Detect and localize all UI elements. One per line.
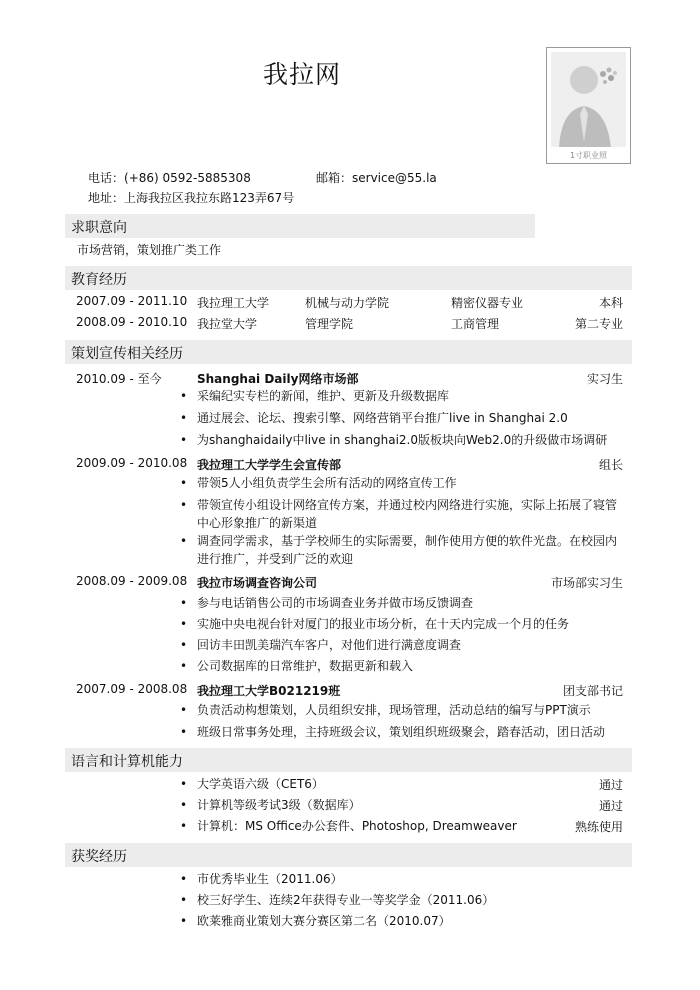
experience-bullet: 带领5人小组负责学生会所有活动的网络宣传工作 <box>197 476 457 490</box>
phone-value: (+86) 0592-5885308 <box>124 171 251 185</box>
experience-org: 我拉理工大学学生会宣传部 <box>197 458 342 472</box>
experience-org: 我拉市场调查咨询公司 <box>197 576 318 590</box>
bullet-icon: • <box>180 872 188 886</box>
experience-bullet: 班级日常事务处理，主持班级会议，策划组织班级聚会，踏春活动，团日活动 <box>197 725 606 739</box>
objective-text: 市场营销，策划推广类工作 <box>77 243 222 257</box>
experience-role: 团支部书记 <box>562 684 623 698</box>
bullet-icon: • <box>180 659 188 673</box>
address-row <box>88 189 294 206</box>
experience-bullet: 通过展会、论坛、搜索引擎、网络营销平台推广live in Shanghai 2.0 <box>197 411 568 425</box>
email-row <box>316 169 437 186</box>
phone-label: 电话： <box>88 171 125 185</box>
bullet-icon: • <box>180 638 188 652</box>
photo-caption: 1寸职业照 <box>569 151 608 160</box>
section-objective <box>65 214 535 238</box>
bullet-icon: • <box>180 411 188 425</box>
experience-role: 组长 <box>598 458 623 472</box>
experience-period: 2008.09 - 2009.08 <box>76 574 188 588</box>
email-value: service@55.la <box>352 171 437 185</box>
bullet-icon: • <box>180 389 188 403</box>
phone-row <box>88 169 251 186</box>
award-text: 市优秀毕业生（2011.06） <box>197 872 343 886</box>
education-degree: 本科 <box>598 296 623 310</box>
skill-level: 通过 <box>598 778 623 792</box>
education-school: 我拉堂大学 <box>197 317 258 331</box>
experience-bullet: 回访丰田凯美瑞汽车客户，对他们进行满意度调查 <box>197 638 462 652</box>
section-title: 求职意向 <box>71 220 127 236</box>
experience-period: 2010.09 - 至今 <box>76 372 162 386</box>
bullet-icon: • <box>180 476 188 490</box>
profile-photo <box>546 47 631 164</box>
award-text: 欧莱雅商业策划大赛分赛区第二名（2010.07） <box>197 914 451 928</box>
section-title: 策划宣传相关经历 <box>71 346 183 362</box>
experience-bullet: 实施中央电视台针对厦门的报业市场分析，在十天内完成一个月的任务 <box>197 617 570 631</box>
bullet-icon: • <box>180 534 188 548</box>
experience-period: 2007.09 - 2008.08 <box>76 682 188 696</box>
skill-level: 通过 <box>598 799 623 813</box>
experience-bullet: 调查同学需求，基于学校师生的实际需要，制作使用方便的软件光盘。在校园内进行推广，并受到广泛的欢迎 <box>197 534 618 566</box>
experience-org: 我拉理工大学B021219班 <box>197 684 341 698</box>
address-label: 地址： <box>88 191 125 205</box>
bullet-icon: • <box>180 617 188 631</box>
experience-role: 市场部实习生 <box>550 576 623 590</box>
experience-bullet: 参与电话销售公司的市场调查业务并做市场反馈调查 <box>197 596 474 610</box>
experience-bullet: 带领宣传小组设计网络宣传方案，并通过校内网络进行实施，实际上拓展了寝管中心形象推广的新渠道 <box>197 498 618 530</box>
bullet-icon: • <box>180 777 188 791</box>
bullet-icon: • <box>180 798 188 812</box>
bullet-icon: • <box>180 725 188 739</box>
avatar <box>551 52 626 147</box>
experience-org: Shanghai Daily网络市场部 <box>197 372 359 386</box>
experience-bullet: 为shanghaidaily中live in shanghai2.0版板块向Web2.0的升级做市场调研 <box>197 433 608 447</box>
bullet-icon: • <box>180 498 188 512</box>
person-silhouette-icon <box>551 52 626 147</box>
bullet-icon: • <box>180 596 188 610</box>
skill-level: 熟练使用 <box>574 820 623 834</box>
experience-period: 2009.09 - 2010.08 <box>76 456 188 470</box>
education-college: 机械与动力学院 <box>305 296 390 310</box>
address-value: 上海我拉区我拉东路123弄67号 <box>124 191 295 205</box>
education-college: 管理学院 <box>305 317 354 331</box>
skill-item: 计算机等级考试3级（数据库） <box>197 798 361 812</box>
education-period: 2008.09 - 2010.10 <box>76 315 188 329</box>
section-title: 教育经历 <box>71 272 127 288</box>
education-school: 我拉理工大学 <box>197 296 270 310</box>
email-label: 邮箱： <box>316 171 353 185</box>
bullet-icon: • <box>180 914 188 928</box>
education-period: 2007.09 - 2011.10 <box>76 294 188 308</box>
section-education <box>65 266 632 290</box>
section-awards <box>65 843 632 867</box>
experience-bullet: 负责活动构想策划，人员组织安排，现场管理，活动总结的编写与PPT演示 <box>197 703 591 717</box>
experience-bullet: 公司数据库的日常维护，数据更新和载入 <box>197 659 414 673</box>
section-title: 语言和计算机能力 <box>71 754 183 770</box>
section-title: 获奖经历 <box>71 849 127 865</box>
experience-role: 实习生 <box>586 372 623 386</box>
skill-item: 大学英语六级（CET6） <box>197 777 324 791</box>
section-skills <box>65 748 632 772</box>
candidate-name: 我拉网 <box>263 60 342 89</box>
education-major: 精密仪器专业 <box>451 296 524 310</box>
award-text: 校三好学生、连续2年获得专业一等奖学金（2011.06） <box>197 893 495 907</box>
education-degree: 第二专业 <box>574 317 623 331</box>
section-experience <box>65 340 632 364</box>
bullet-icon: • <box>180 703 188 717</box>
bullet-icon: • <box>180 433 188 447</box>
skill-item: 计算机：MS Office办公套件、Photoshop, Dreamweaver <box>197 819 517 833</box>
bullet-icon: • <box>180 893 188 907</box>
experience-bullet: 采编纪实专栏的新闻，维护、更新及升级数据库 <box>197 389 450 403</box>
bullet-icon: • <box>180 819 188 833</box>
education-major: 工商管理 <box>451 317 500 331</box>
